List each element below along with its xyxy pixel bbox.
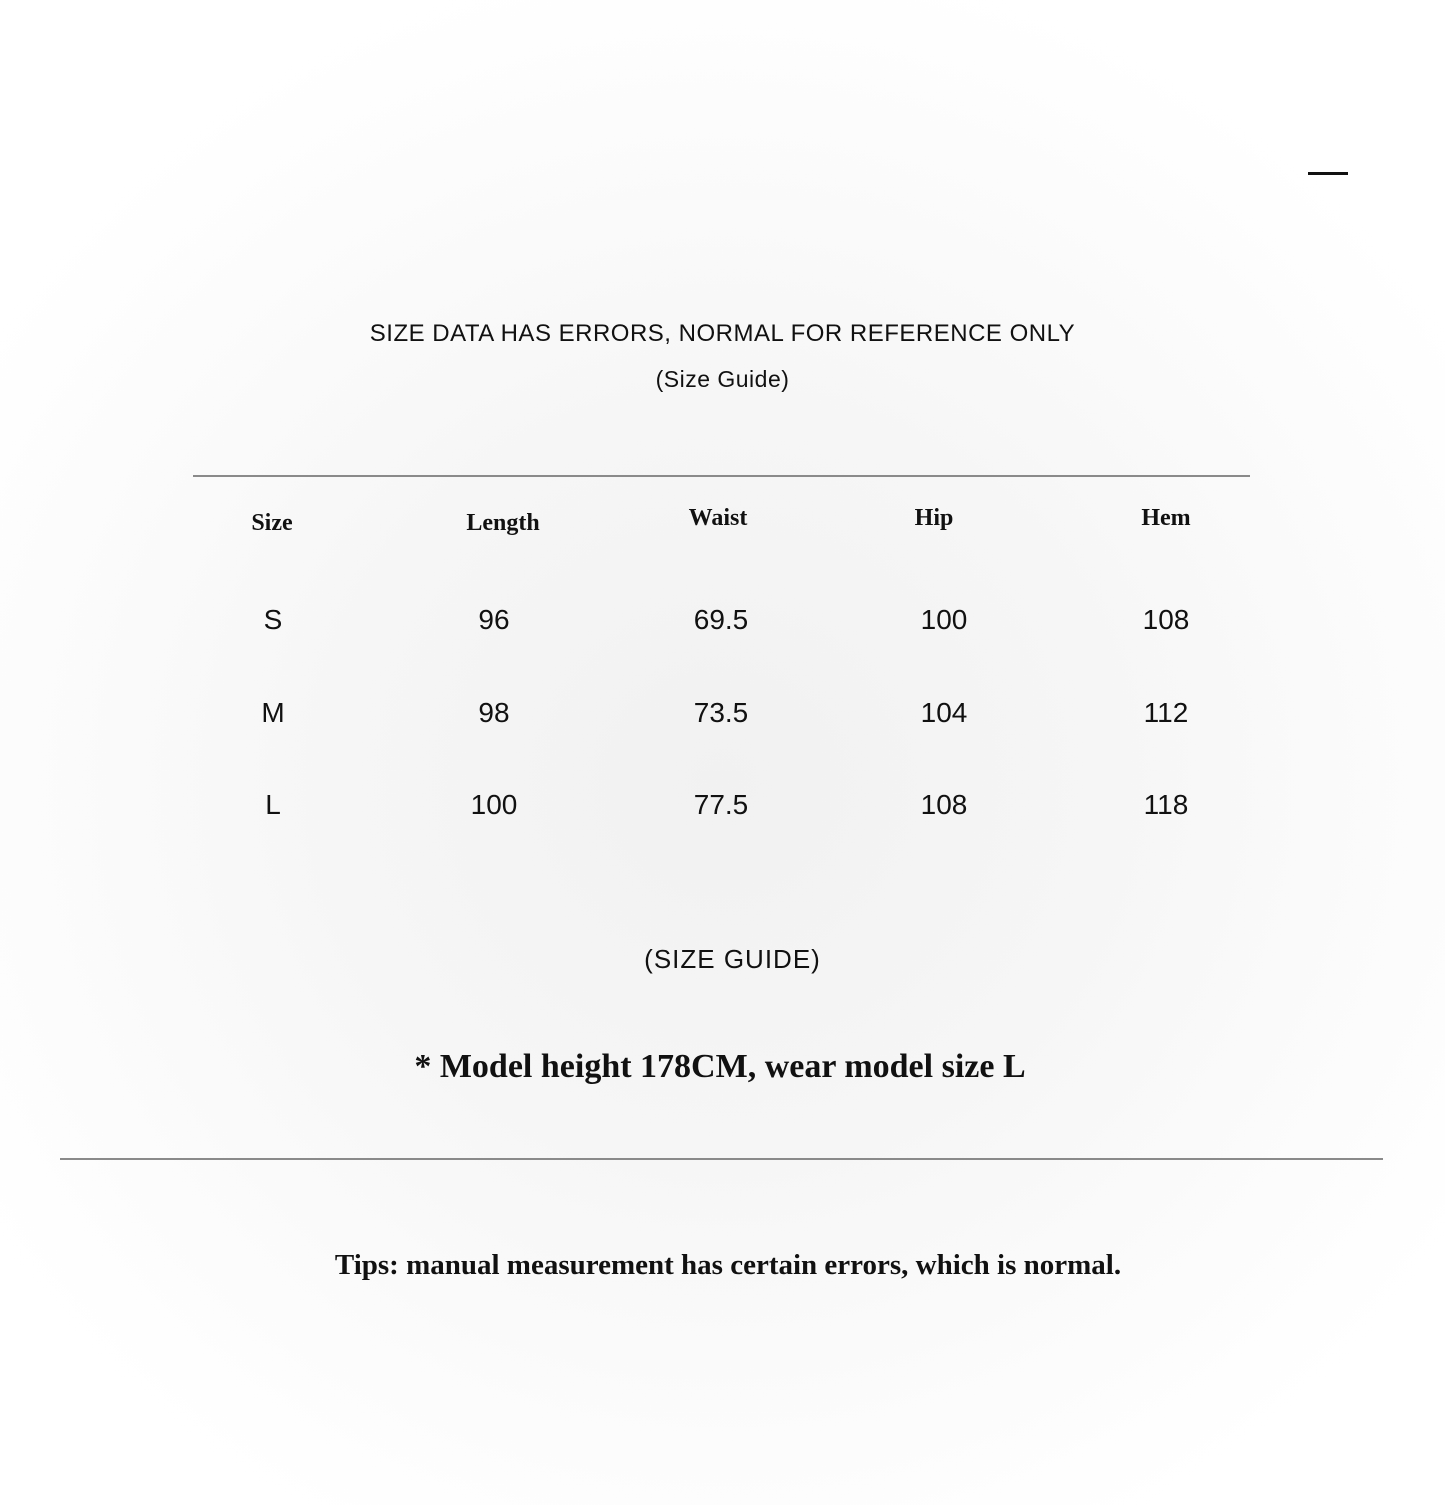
header-size: Size — [251, 510, 293, 536]
footer-divider — [60, 1158, 1383, 1160]
size-disclaimer-heading: SIZE DATA HAS ERRORS, NORMAL FOR REFERENCE ONLY — [369, 320, 1076, 347]
size-guide-subheading: (Size Guide) — [655, 366, 790, 392]
header-hem: Hem — [1141, 505, 1191, 531]
measurement-tips: Tips: manual measurement has certain errors, which is normal. — [334, 1249, 1122, 1281]
row-m-hip: 104 — [920, 697, 968, 728]
row-l-hip: 108 — [920, 789, 968, 820]
corner-dash-decoration — [1308, 172, 1348, 175]
row-s-hem: 108 — [1142, 604, 1190, 635]
row-s-waist: 69.5 — [693, 604, 749, 635]
size-guide-label: (SIZE GUIDE) — [644, 944, 821, 974]
row-l-size: L — [265, 789, 281, 820]
row-l-waist: 77.5 — [693, 789, 749, 820]
row-m-length: 98 — [478, 697, 510, 728]
model-height-note: * Model height 178CM, wear model size L — [414, 1048, 1026, 1085]
row-l-hem: 118 — [1143, 789, 1189, 820]
row-s-hip: 100 — [920, 604, 968, 635]
row-s-length: 96 — [478, 604, 510, 635]
row-m-waist: 73.5 — [693, 697, 749, 728]
row-s-size: S — [263, 604, 283, 635]
row-l-length: 100 — [470, 789, 518, 820]
header-hip: Hip — [914, 505, 954, 531]
header-waist: Waist — [688, 505, 748, 531]
row-m-size: M — [261, 697, 285, 728]
header-length: Length — [466, 510, 540, 536]
table-top-divider — [193, 475, 1250, 477]
row-m-hem: 112 — [1143, 697, 1189, 728]
